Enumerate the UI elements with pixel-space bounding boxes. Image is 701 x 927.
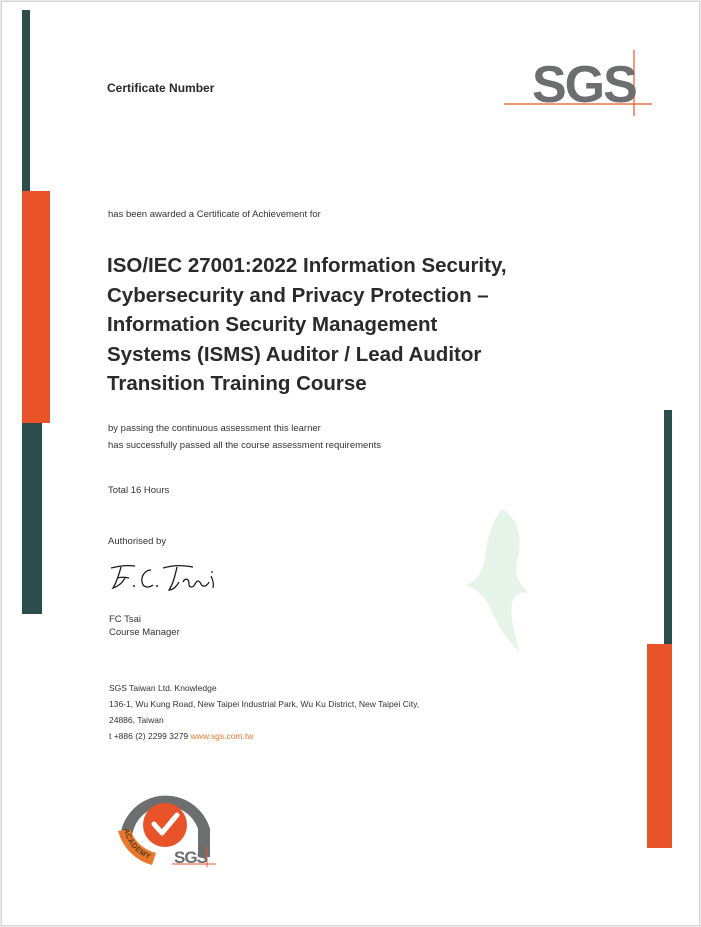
academy-brand-text: SGS <box>174 848 207 867</box>
issuer-address-line-1: 136-1, Wu Kung Road, New Taipei Industrial Park, Wu Ku District, New Taipei City, <box>109 699 420 709</box>
certificate-number-label: Certificate Number <box>107 81 215 95</box>
left-orange-bar <box>22 191 50 423</box>
assessment-line-2: has successfully passed all the course assessment requirements <box>108 440 381 451</box>
academy-ring-text: ACADEMY <box>121 827 153 861</box>
right-orange-bar <box>647 644 672 848</box>
certificate-page <box>1 1 700 926</box>
course-title-line: Information Security Management <box>107 313 438 336</box>
total-hours: Total 16 Hours <box>108 485 170 496</box>
signer-role: Course Manager <box>109 627 180 638</box>
issuer-phone: t +886 (2) 2299 3279 <box>109 731 189 741</box>
issuer-company: SGS Taiwan Ltd. Knowledge <box>109 683 217 693</box>
course-title-line: Transition Training Course <box>107 372 367 395</box>
signer-name: FC Tsai <box>109 614 142 625</box>
sgs-academy-logo <box>110 767 220 867</box>
assessment-line-1: by passing the continuous assessment this learner <box>108 423 321 434</box>
signature <box>107 558 227 594</box>
sgs-logo-text: SGS <box>532 56 636 114</box>
course-title <box>107 251 577 399</box>
authorised-by-label: Authorised by <box>108 536 167 547</box>
course-title-line: Cybersecurity and Privacy Protection – <box>107 283 489 307</box>
watermark-bird-icon <box>462 507 532 657</box>
awarded-line: has been awarded a Certificate of Achievement for <box>108 209 321 220</box>
left-teal-bar-bottom <box>22 423 42 614</box>
course-title-line: ISO/IEC 27001:2022 Information Security, <box>107 254 507 277</box>
issuer-contact <box>109 731 253 741</box>
right-teal-bar <box>664 410 672 646</box>
course-title-line: Systems (ISMS) Auditor / Lead Auditor <box>107 342 482 366</box>
left-teal-bar-top <box>22 10 30 194</box>
issuer-address-line-2: 24886, Taiwan <box>109 715 164 725</box>
sgs-logo <box>502 50 657 120</box>
issuer-website-link[interactable]: www.sgs.com.tw <box>190 731 254 741</box>
